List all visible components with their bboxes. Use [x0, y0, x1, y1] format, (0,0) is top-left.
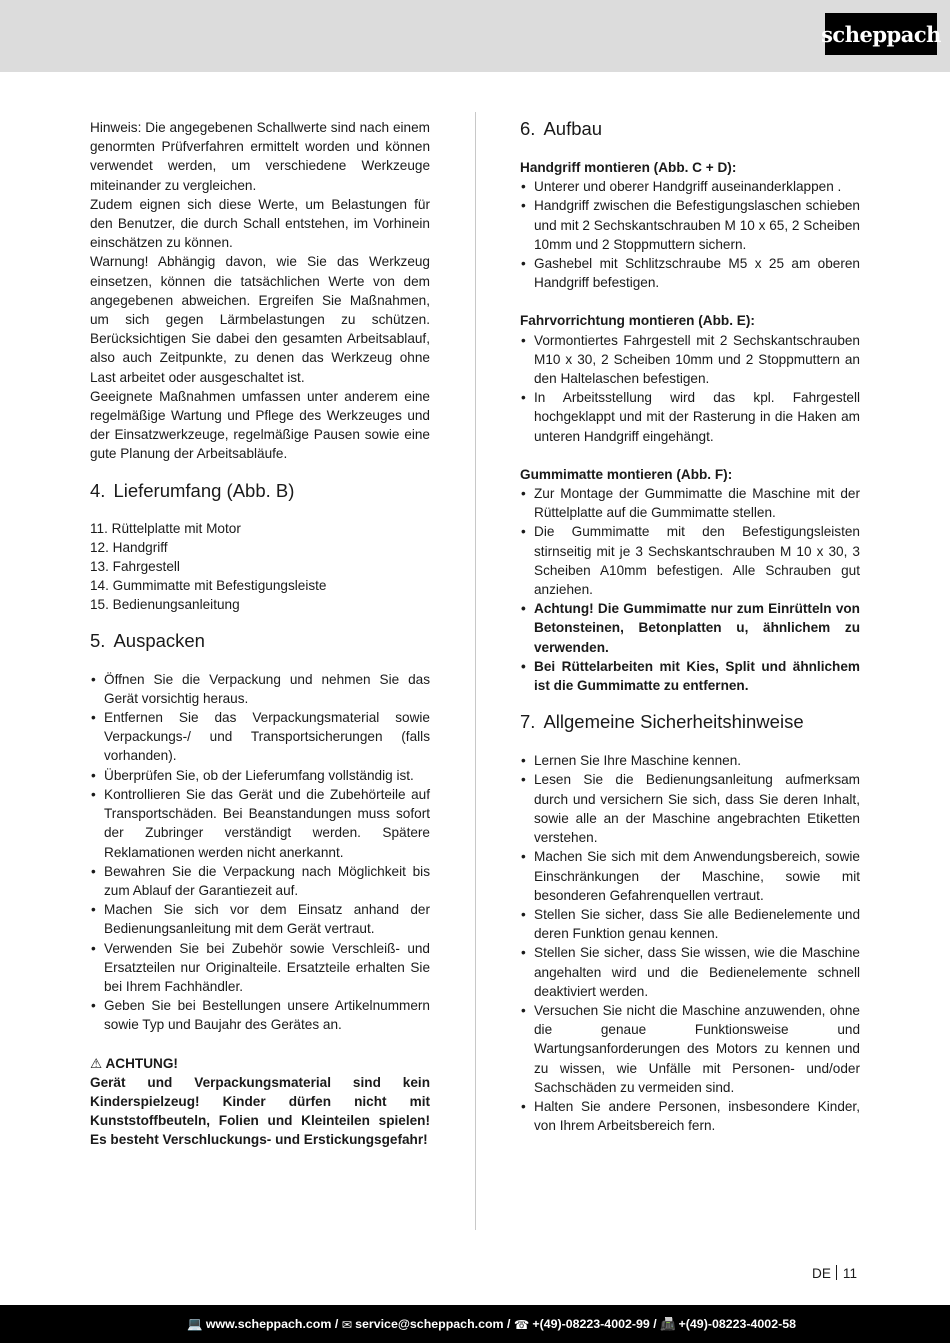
- footer-separator: /: [649, 1317, 661, 1331]
- footer-email[interactable]: service@scheppach.com: [355, 1317, 504, 1331]
- section-number: 4.: [90, 479, 106, 501]
- page-number: [812, 1265, 857, 1281]
- mail-icon: ✉: [341, 1317, 353, 1332]
- list-item: • Unterer und oberer Handgriff auseinanderklappen .: [520, 177, 860, 196]
- auspacken-list: [90, 670, 430, 1035]
- fax-icon: 📠: [660, 1316, 676, 1331]
- intro-paragraph: Warnung! Abhängig davon, wie Sie das Werkzeug einsetzen, können die tatsächlichen Werte von dem angegebenen abweichen. Ergreifen Sie Maßnahmen, um sich gegen Lärmbelastungen zu schützen. Berücksichtigen Sie dabei den gesamten Arbeitsablauf, also auch Zeitpunkte, zu denen das Werkzeug ohne Last arbeitet oder ausgeschaltet ist.: [90, 254, 430, 385]
- list-item: • Lesen Sie die Bedienungsanleitung aufmerksam durch und versichern Sie sich, dass Sie deren Inhalt, sowie alle an der Maschine angebrachten Etiketten verstehen.: [520, 770, 860, 847]
- list-item: • Die Gummimatte mit den Befestigungsleisten stirnseitig mit je 3 Sechskantschrauben M 10 x 30, 3 Scheiben A10mm befestigen. Alle Schrauben gut anziehen.: [520, 522, 860, 599]
- warning-heading: [90, 1054, 430, 1073]
- list-item: 13. Fahrgestell: [90, 559, 180, 575]
- footer-separator: /: [331, 1317, 342, 1331]
- handgriff-list: [520, 177, 860, 292]
- subheading-fahrvorrichtung: Fahrvorrichtung montieren (Abb. E):: [520, 313, 755, 329]
- list-item: • Stellen Sie sicher, dass Sie wissen, wie die Maschine angehalten wird und die Bedienelemente schnell deaktiviert werden.: [520, 943, 860, 1001]
- right-column: [520, 118, 860, 1135]
- list-item: • Versuchen Sie nicht die Maschine anzuwenden, ohne die genaue Funktionsweise und Wartungsanforderungen des Motors zu kennen und zu wissen, wie Unfälle mit Personen- und/oder Sachschäden zu vermeiden sind.: [520, 1001, 860, 1097]
- list-item: • Stellen Sie sicher, dass Sie alle Bedienelemente und deren Funktion genau kennen.: [520, 905, 860, 943]
- list-item: • Lernen Sie Ihre Maschine kennen.: [520, 751, 860, 770]
- list-item: • Überprüfen Sie, ob der Lieferumfang vollständig ist.: [90, 766, 430, 785]
- scheppach-logo: scheppach: [825, 13, 937, 55]
- list-item: • Machen Sie sich vor dem Einsatz anhand der Bedienungsanleitung mit dem Gerät vertraut.: [90, 900, 430, 938]
- left-column: [90, 118, 430, 1150]
- section-heading-auspacken: [90, 630, 430, 652]
- subheading-gummimatte: Gummimatte montieren (Abb. F):: [520, 466, 733, 482]
- list-item: • Zur Montage der Gummimatte die Maschine mit der Rüttelplatte auf die Gummimatte stellen.: [520, 484, 860, 522]
- section-title: Lieferumfang (Abb. B): [113, 479, 295, 501]
- sicherheitshinweise-list: [520, 751, 860, 1135]
- section-title: Auspacken: [113, 629, 205, 651]
- warning-title: ACHTUNG!: [105, 1055, 178, 1071]
- intro-paragraph: Geeignete Maßnahmen umfassen unter anderem eine regelmäßige Wartung und Pflege des Werkzeuges und der Einsatzwerkzeuge, regelmäßige Pausen sowie eine gute Planung der Arbeitsabläufe.: [90, 388, 430, 462]
- list-item: • Gashebel mit Schlitzschraube M5 x 25 am oberen Handgriff befestigen.: [520, 254, 860, 292]
- section-title: Allgemeine Sicherheitshinweise: [543, 711, 804, 733]
- list-item: 11. Rüttelplatte mit Motor: [90, 520, 241, 536]
- list-item: • Entfernen Sie das Verpackungsmaterial sowie Verpackungs-/ und Transportsicherungen (falls vorhanden).: [90, 708, 430, 766]
- list-item: 12. Handgriff: [90, 539, 168, 555]
- fahrvorrichtung-list: [520, 331, 860, 446]
- list-item: • In Arbeitsstellung wird das kpl. Fahrgestell hochgeklappt und mit der Rasterung in die Haken am unteren Handgriff eingehängt.: [520, 388, 860, 446]
- warning-icon: ⚠: [90, 1055, 103, 1071]
- footer-bar: [0, 1305, 950, 1343]
- footer-separator: /: [503, 1317, 514, 1331]
- page-number-separator: [836, 1265, 837, 1280]
- section-heading-aufbau: [520, 118, 860, 140]
- gummimatte-list: [520, 484, 860, 695]
- list-item: • Kontrollieren Sie das Gerät und die Zubehörteile auf Transportschäden. Bei Beanstandungen muss sofort der Zubringer verständigt werden. Spätere Reklamationen werden nicht anerkannt.: [90, 785, 430, 862]
- list-item: • Handgriff zwischen die Befestigungslaschen schieben und mit 2 Sechskantschrauben M 10 x 65, 2 Scheiben 10mm und 2 Stoppmuttern sichern.: [520, 196, 860, 254]
- list-item: • Geben Sie bei Bestellungen unsere Artikelnummern sowie Typ und Baujahr des Gerätes an.: [90, 996, 430, 1034]
- list-item: 15. Bedienungsanleitung: [90, 597, 240, 613]
- footer-phone: +(49)-08223-4002-99: [532, 1317, 650, 1331]
- intro-paragraph: Hinweis: Die angegebenen Schallwerte sind nach einem genormten Prüfverfahren ermittelt worden und können verwendet werden, um verschiedene Werkzeuge miteinander zu vergleichen.: [90, 120, 430, 193]
- page-number-value: 11: [842, 1266, 858, 1281]
- footer-fax: +(49)-08223-4002-58: [678, 1317, 796, 1331]
- section-number: 7.: [520, 711, 536, 733]
- lieferumfang-list: [90, 519, 430, 615]
- section-title: Aufbau: [543, 118, 603, 139]
- list-item: • Machen Sie sich mit dem Anwendungsbereich, sowie Einschränkungen der Maschine, sowie mit besonderen Gefahrenquellen vertraut.: [520, 847, 860, 905]
- list-item-warning: • Bei Rüttelarbeiten mit Kies, Split und ähnlichem ist die Gummimatte zu entfernen.: [520, 657, 860, 695]
- list-item: • Verwenden Sie bei Zubehör sowie Verschleiß- und Ersatzteilen nur Originalteile. Ersatzteile erhalten Sie bei Ihrem Fachhändler.: [90, 939, 430, 997]
- column-divider: [475, 112, 476, 1230]
- page-language: DE: [812, 1266, 831, 1281]
- section-heading-sicherheitshinweise: [520, 711, 860, 733]
- list-item: • Öffnen Sie die Verpackung und nehmen Sie das Gerät vorsichtig heraus.: [90, 670, 430, 708]
- section-number: 5.: [90, 629, 106, 651]
- computer-icon: 💻: [187, 1316, 203, 1331]
- header-bar: [0, 0, 950, 72]
- list-item: • Bewahren Sie die Verpackung nach Möglichkeit bis zum Ablauf der Garantiezeit auf.: [90, 862, 430, 900]
- section-heading-lieferumfang: [90, 480, 430, 502]
- section-number: 6.: [520, 118, 536, 139]
- list-item: • Vormontiertes Fahrgestell mit 2 Sechskantschrauben M10 x 30, 2 Scheiben 10mm und 2 Stoppmuttern an den Haltelaschen befestigen.: [520, 331, 860, 389]
- warning-text: Gerät und Verpackungsmaterial sind kein Kinderspielzeug! Kinder dürfen nicht mit Kunststoffbeuteln, Folien und Kleinteilen spielen! Es besteht Verschluckungs- und Erstickungsgefahr!: [90, 1074, 430, 1148]
- intro-paragraph: Zudem eignen sich diese Werte, um Belastungen für den Benutzer, die durch Schall entstehen, im Vorhinein einschätzen zu können.: [90, 196, 430, 251]
- list-item: • Halten Sie andere Personen, insbesondere Kinder, von Ihrem Arbeitsbereich fern.: [520, 1097, 860, 1135]
- footer-website[interactable]: www.scheppach.com: [205, 1317, 332, 1331]
- list-item: 14. Gummimatte mit Befestigungsleiste: [90, 578, 327, 594]
- subheading-handgriff: Handgriff montieren (Abb. C + D):: [520, 160, 737, 175]
- list-item-warning: • Achtung! Die Gummimatte nur zum Einrütteln von Betonsteinen, Betonplatten u, ähnlichem zu verwenden.: [520, 599, 860, 657]
- phone-icon: ☎: [513, 1317, 530, 1332]
